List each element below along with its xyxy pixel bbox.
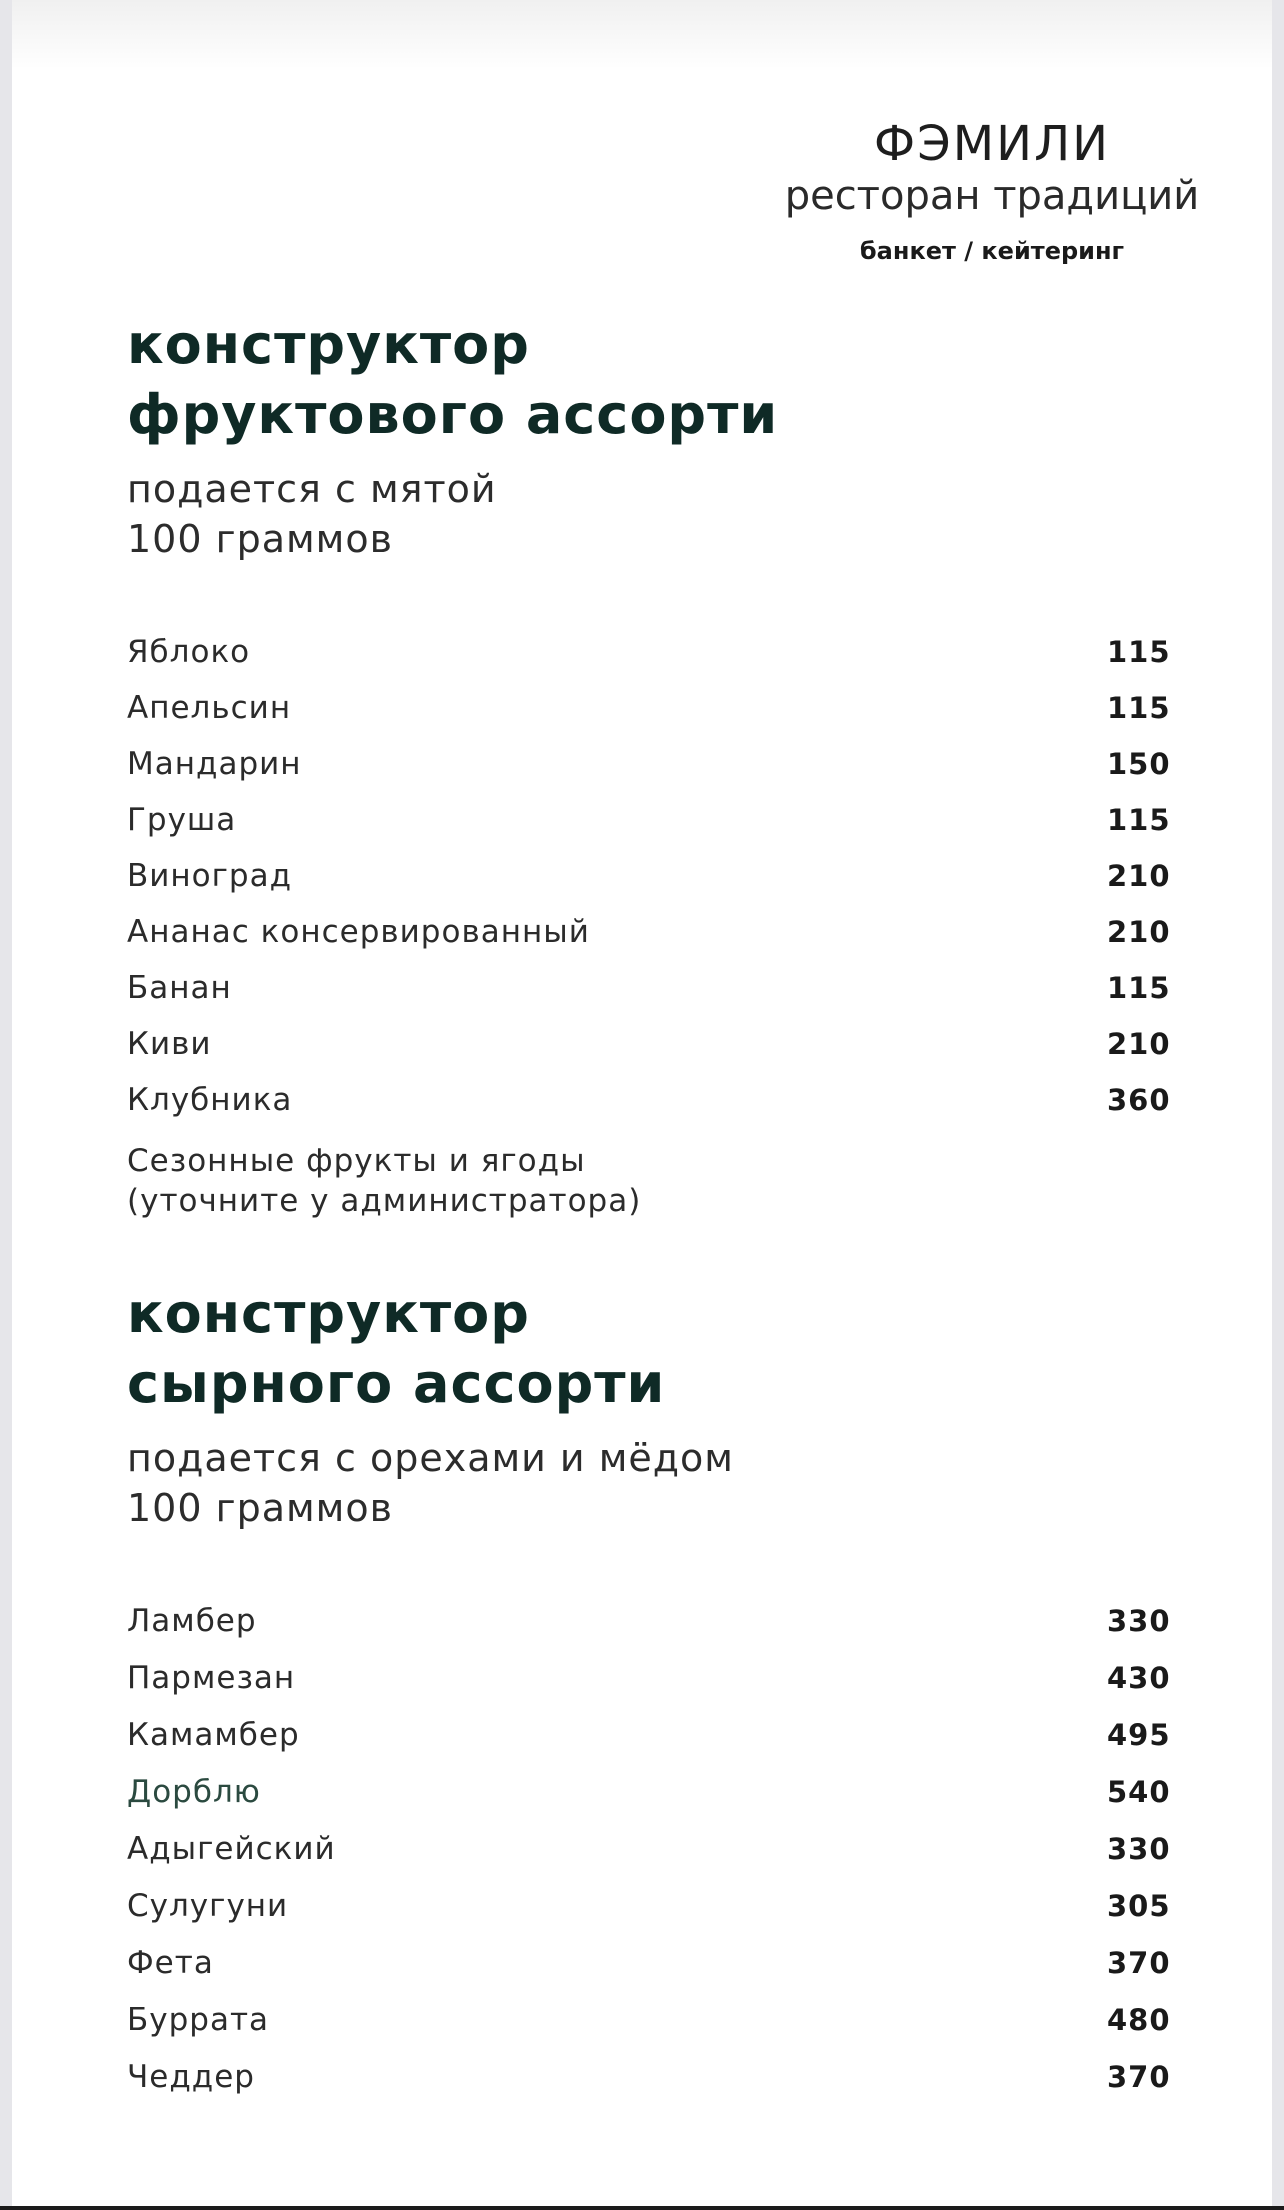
fruit-subtitle-line2: 100 граммов xyxy=(127,517,393,561)
item-name: Киви xyxy=(127,1026,212,1062)
item-price: 330 xyxy=(1107,1604,1171,1638)
item-price: 115 xyxy=(1107,803,1171,837)
item-price: 480 xyxy=(1107,2003,1171,2037)
cheese-title-line2: сырного ассорти xyxy=(127,1352,666,1415)
fruit-item-mandarin xyxy=(127,746,1187,802)
cheese-item-dorblu xyxy=(127,1774,1187,1831)
item-price: 495 xyxy=(1107,1718,1171,1752)
item-name: Сулугуни xyxy=(127,1888,289,1924)
fruit-item-banana xyxy=(127,970,1187,1026)
item-name: Клубника xyxy=(127,1082,293,1118)
item-name: Буррата xyxy=(127,2002,270,2038)
item-name: Адыгейский xyxy=(127,1831,336,1867)
brand-header xyxy=(767,116,1217,266)
fruit-item-list xyxy=(127,634,1187,1218)
item-price: 115 xyxy=(1107,635,1171,669)
fruit-item-grape xyxy=(127,858,1187,914)
item-name: Груша xyxy=(127,802,237,838)
cheese-item-feta xyxy=(127,1945,1187,2002)
fruit-item-pineapple xyxy=(127,914,1187,970)
item-name: Яблоко xyxy=(127,634,251,670)
item-price: 210 xyxy=(1107,1027,1171,1061)
fruit-item-kiwi xyxy=(127,1026,1187,1082)
item-price: 305 xyxy=(1107,1889,1171,1923)
cheese-item-list xyxy=(127,1603,1187,2116)
item-price: 330 xyxy=(1107,1832,1171,1866)
item-price: 115 xyxy=(1107,971,1171,1005)
item-price: 370 xyxy=(1107,1946,1171,1980)
item-name: Фета xyxy=(127,1945,214,1981)
item-price: 430 xyxy=(1107,1661,1171,1695)
item-name: Ананас консервированный xyxy=(127,914,590,950)
item-name: Дорблю xyxy=(127,1774,261,1810)
bottom-edge-bar xyxy=(0,2206,1284,2210)
item-price: 210 xyxy=(1107,915,1171,949)
cheese-item-parmesan xyxy=(127,1660,1187,1717)
fruit-item-pear xyxy=(127,802,1187,858)
brand-name: ФЭМИЛИ xyxy=(873,116,1111,172)
fruit-title-line1: конструктор xyxy=(127,313,530,376)
item-price: 540 xyxy=(1107,1775,1171,1809)
fruit-section xyxy=(127,310,1187,1218)
item-price: 210 xyxy=(1107,859,1171,893)
cheese-item-cheddar xyxy=(127,2059,1187,2116)
cheese-item-burrata xyxy=(127,2002,1187,2059)
cheese-title-line1: конструктор xyxy=(127,1282,530,1345)
item-name: Виноград xyxy=(127,858,293,894)
cheese-subtitle-line1: подается с орехами и мёдом xyxy=(127,1436,734,1480)
fruit-item-apple xyxy=(127,634,1187,690)
item-name: Камамбер xyxy=(127,1717,300,1753)
fruit-subtitle-line1: подается с мятой xyxy=(127,467,497,511)
fruit-item-orange xyxy=(127,690,1187,746)
item-price: 370 xyxy=(1107,2060,1171,2094)
item-name: Чеддер xyxy=(127,2059,255,2095)
fruit-title-line2: фруктового ассорти xyxy=(127,383,779,446)
seasonal-note-line2: (уточните у администратора) xyxy=(127,1183,642,1219)
cheese-item-adygei xyxy=(127,1831,1187,1888)
item-name: Ламбер xyxy=(127,1603,257,1639)
top-shadow xyxy=(12,0,1272,70)
cheese-item-camembert xyxy=(127,1717,1187,1774)
item-price: 150 xyxy=(1107,747,1171,781)
cheese-item-suluguni xyxy=(127,1888,1187,1945)
cheese-item-lamber xyxy=(127,1603,1187,1660)
item-name: Мандарин xyxy=(127,746,302,782)
brand-subtitle: ресторан традиций xyxy=(784,173,1200,219)
item-price: 115 xyxy=(1107,691,1171,725)
cheese-section xyxy=(127,1279,1187,2116)
seasonal-note-line1: Сезонные фрукты и ягоды xyxy=(127,1143,586,1179)
brand-tagline: банкет / кейтеринг xyxy=(859,237,1125,265)
item-name: Пармезан xyxy=(127,1660,296,1696)
fruit-item-strawberry xyxy=(127,1082,1187,1138)
cheese-subtitle-line2: 100 граммов xyxy=(127,1486,393,1530)
item-name: Банан xyxy=(127,970,232,1006)
item-price: 360 xyxy=(1107,1083,1171,1117)
item-name: Апельсин xyxy=(127,690,292,726)
